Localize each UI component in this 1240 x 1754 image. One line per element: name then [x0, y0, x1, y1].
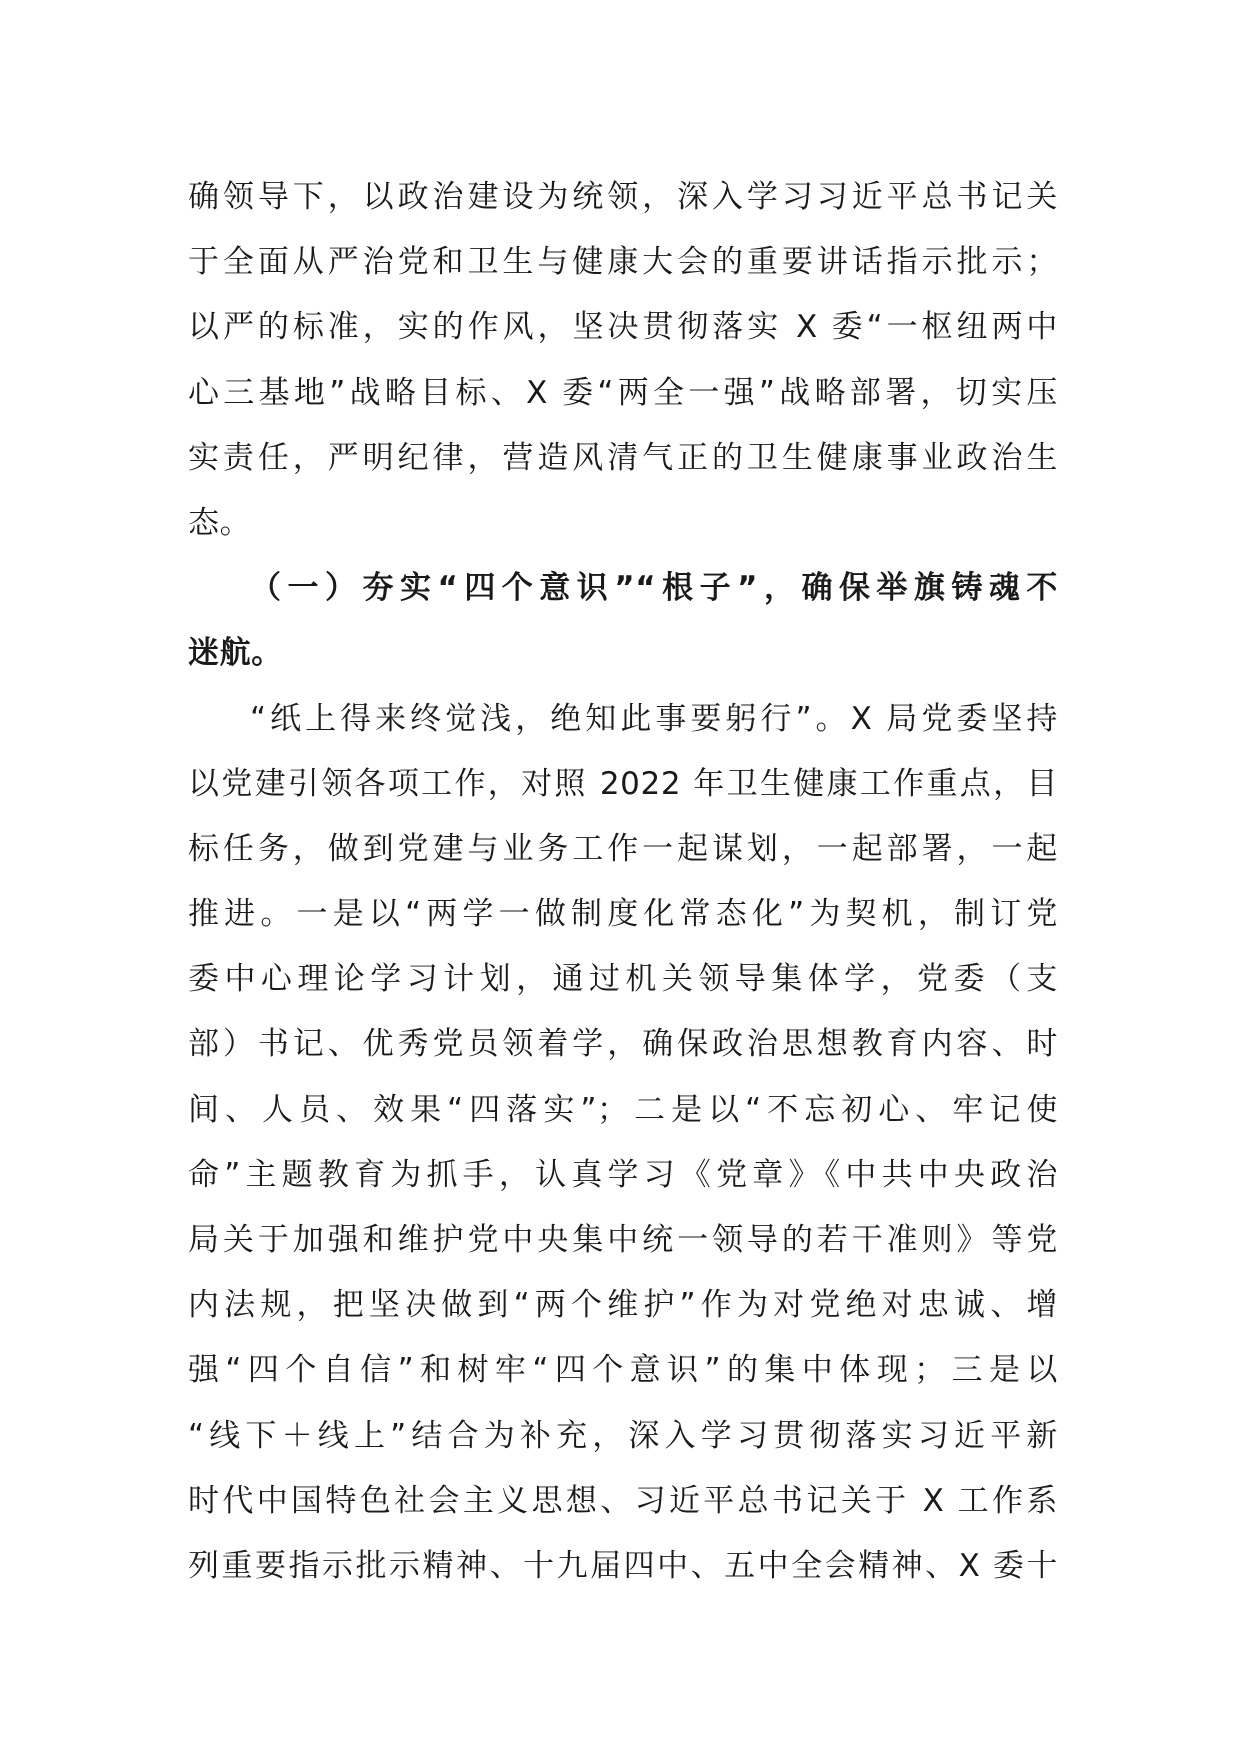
- paragraph-line: 以党建引领各项工作，对照 2022 年卫生健康工作重点，目: [188, 765, 1058, 802]
- paragraph-line: 时代中国特色社会主义思想、习近平总书记关于 X 工作系: [188, 1482, 1058, 1519]
- paragraph-line: 强“四个自信”和树牢“四个意识”的集中体现；三是以: [188, 1352, 1058, 1389]
- paragraph-line: 部）书记、优秀党员领着学，确保政治思想教育内容、时: [188, 1026, 1058, 1063]
- paragraph-line: 委中心理论学习计划，通过机关领导集体学，党委（支: [188, 961, 1058, 998]
- paragraph-line: “纸上得来终觉浅，绝知此事要躬行”。X 局党委坚持: [250, 700, 1058, 737]
- paragraph-line: “线下＋线上”结合为补充，深入学习贯彻落实习近平新: [188, 1417, 1058, 1454]
- paragraph-line: 内法规，把坚决做到“两个维护”作为对党绝对忠诚、增: [188, 1287, 1058, 1324]
- paragraph-line: 标任务，做到党建与业务工作一起谋划，一起部署，一起: [188, 830, 1058, 867]
- paragraph-line: 间、人员、效果“四落实”；二是以“不忘初心、牢记使: [188, 1091, 1058, 1128]
- paragraph-line: 推进。一是以“两学一做制度化常态化”为契机，制订党: [188, 896, 1058, 933]
- document-body: [188, 165, 1058, 1599]
- paragraph-line: 以严的标准，实的作风，坚决贯彻落实 X 委“一枢纽两中: [188, 309, 1058, 346]
- section-heading-line: （一）夯实“四个意识”“根子”，确保举旗铸魂不: [250, 570, 1058, 607]
- section-heading-line: 迷航。: [188, 635, 283, 672]
- paragraph-line: 列重要指示批示精神、十九届四中、五中全会精神、X 委十: [188, 1547, 1058, 1584]
- paragraph-line: 心三基地”战略目标、X 委“两全一强”战略部署，切实压: [188, 374, 1058, 411]
- paragraph-line: 态。: [188, 504, 252, 541]
- paragraph-line: 局关于加强和维护党中央集中统一领导的若干准则》等党: [188, 1222, 1058, 1258]
- paragraph-line: 确领导下，以政治建设为统领，深入学习习近平总书记关: [188, 179, 1058, 215]
- paragraph-line: 于全面从严治党和卫生与健康大会的重要讲话指示批示；: [188, 244, 1058, 281]
- paragraph-line: 实责任，严明纪律，营造风清气正的卫生健康事业政治生: [188, 439, 1058, 476]
- paragraph-line: 命”主题教育为抓手，认真学习《党章》《中共中央政治: [188, 1156, 1058, 1193]
